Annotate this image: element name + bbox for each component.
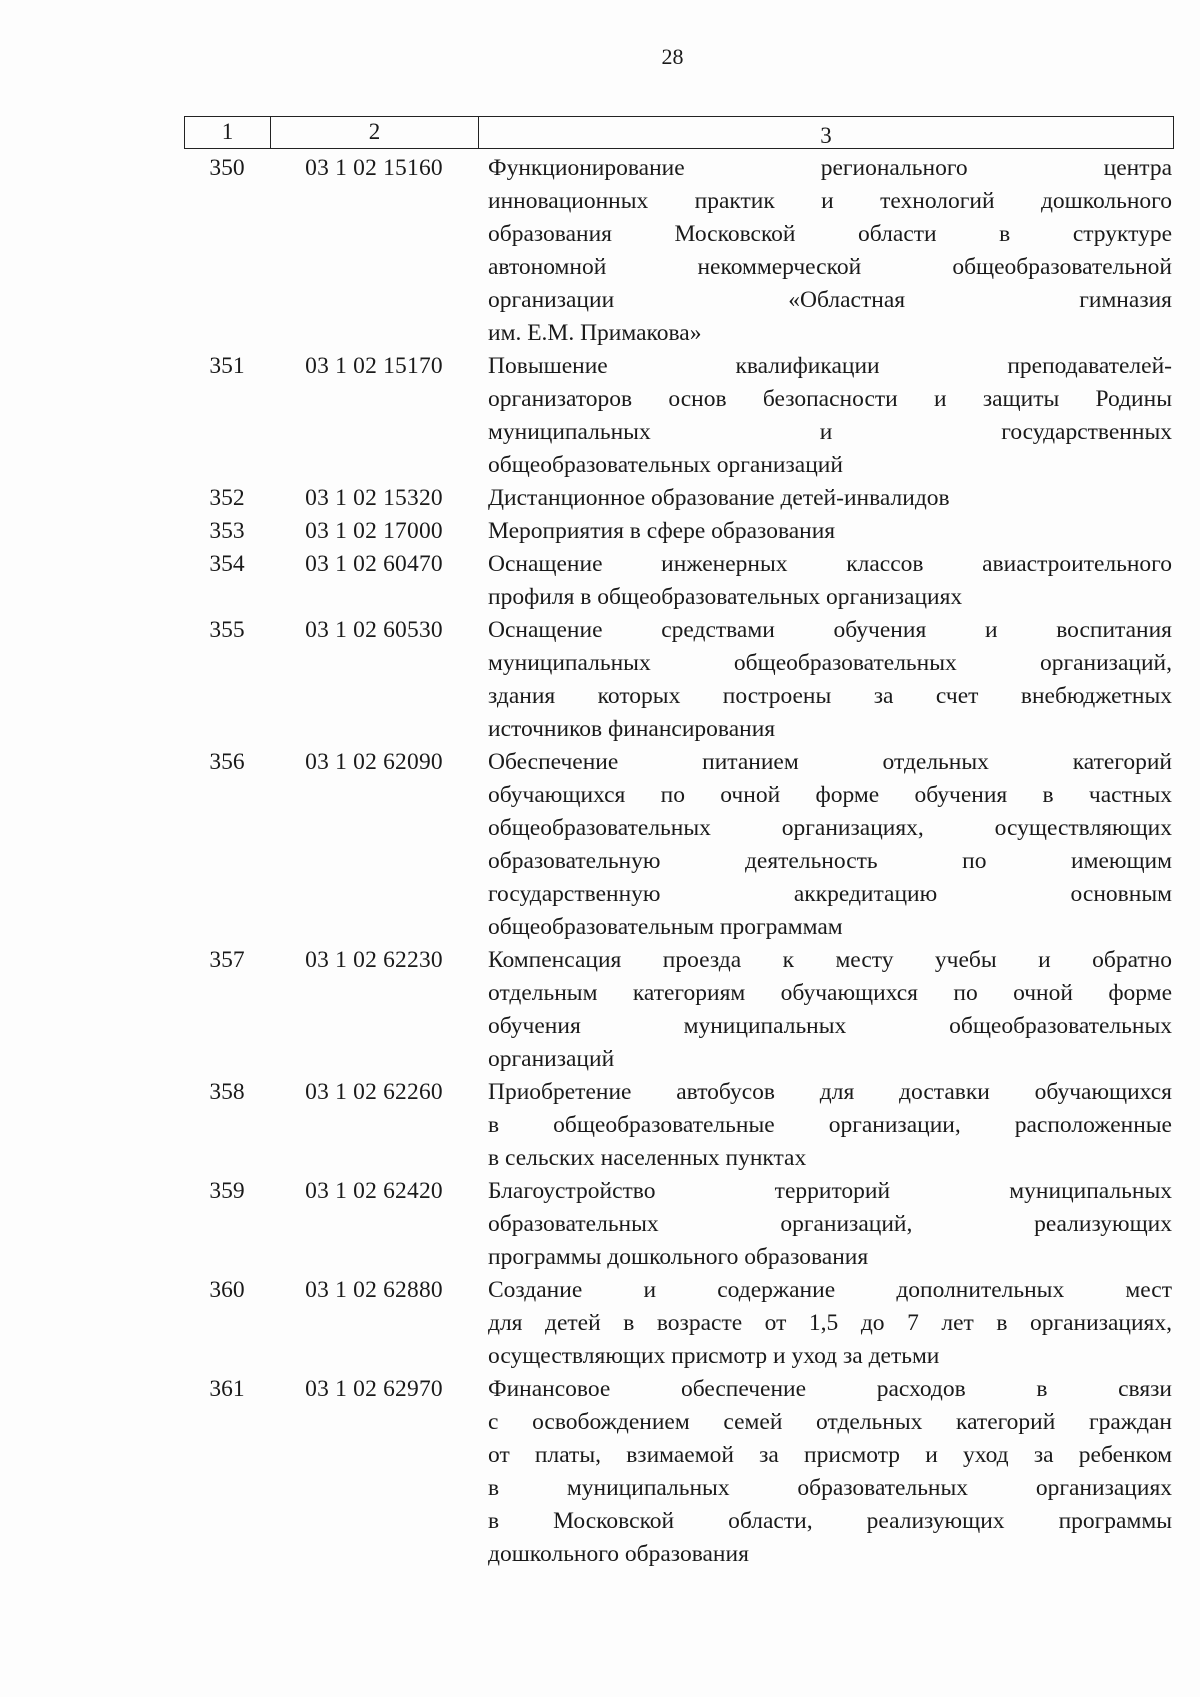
row-number: 354 (209, 551, 245, 577)
description-line: общеобразовательных организаций (488, 452, 843, 478)
row-description (478, 1175, 1172, 1274)
page-number: 28 (661, 44, 684, 69)
description-line: в Московской области, реализующих программы (488, 1508, 1172, 1534)
table-row (184, 152, 1174, 350)
description-line: Повышение квалификации преподавателей- (488, 353, 1172, 379)
description-line: программы дошкольного образования (488, 1244, 869, 1270)
table-row (184, 1175, 1174, 1274)
table-row (184, 548, 1174, 614)
row-number: 350 (209, 155, 245, 181)
description-line: автономной некоммерческой общеобразовательной (488, 254, 1172, 280)
description-line: Функционирование регионального центра (488, 155, 1172, 181)
table-row (184, 515, 1174, 548)
table-row (184, 482, 1174, 515)
row-description (478, 614, 1172, 746)
description-line: источников финансирования (488, 716, 776, 742)
description-line: дошкольного образования (488, 1541, 749, 1567)
header-col-2: 2 (271, 117, 479, 148)
description-line: муниципальных общеобразовательных организаций, (488, 650, 1172, 676)
table-row (184, 350, 1174, 482)
row-description (478, 944, 1172, 1076)
description-line: образовательную деятельность по имеющим (488, 848, 1172, 874)
description-line: Оснащение средствами обучения и воспитания (488, 617, 1172, 643)
row-description (478, 548, 1172, 614)
description-line: в сельских населенных пунктах (488, 1145, 807, 1171)
description-line: обучающихся по очной форме обучения в частных (488, 782, 1172, 808)
description-line: Благоустройство территорий муниципальных (488, 1178, 1172, 1204)
row-number: 352 (209, 485, 245, 511)
description-line: Оснащение инженерных классов авиастроительного (488, 551, 1172, 577)
table-row (184, 614, 1174, 746)
row-code: 03 1 02 60530 (305, 617, 443, 643)
table-row (184, 746, 1174, 944)
row-description (478, 1274, 1172, 1373)
description-line: с освобождением семей отдельных категорий граждан (488, 1409, 1172, 1435)
description-line: профиля в общеобразовательных организациях (488, 584, 963, 610)
table-header (184, 116, 1174, 149)
header-col-3: 3 (820, 123, 832, 148)
table-row (184, 944, 1174, 1076)
description-line: Финансовое обеспечение расходов в связи (488, 1376, 1172, 1402)
row-code: 03 1 02 15170 (305, 353, 443, 379)
row-description (478, 152, 1172, 350)
description-line: организаций (488, 1046, 615, 1072)
row-code: 03 1 02 17000 (305, 518, 443, 544)
description-line: для детей в возрасте от 1,5 до 7 лет в организациях, (488, 1310, 1172, 1336)
row-code: 03 1 02 62420 (305, 1178, 443, 1204)
description-line: организации «Областная гимназия (488, 287, 1172, 313)
description-line: здания которых построены за счет внебюджетных (488, 683, 1172, 709)
description-line: общеобразовательным программам (488, 914, 843, 940)
row-number: 357 (209, 947, 245, 973)
description-line: общеобразовательных организациях, осуществляющих (488, 815, 1172, 841)
table-row (184, 1373, 1174, 1571)
table-body (184, 152, 1174, 1571)
description-line: им. Е.М. Примакова» (488, 320, 702, 346)
description-line: в общеобразовательные организации, расположенные (488, 1112, 1172, 1138)
row-number: 355 (209, 617, 245, 643)
row-code: 03 1 02 60470 (305, 551, 443, 577)
description-line: Приобретение автобусов для доставки обучающихся (488, 1079, 1172, 1105)
description-line: осуществляющих присмотр и уход за детьми (488, 1343, 940, 1369)
description-line: Компенсация проезда к месту учебы и обратно (488, 947, 1172, 973)
table-row (184, 1274, 1174, 1373)
description-line: Дистанционное образование детей-инвалидов (488, 485, 950, 511)
description-line: Обеспечение питанием отдельных категорий (488, 749, 1172, 775)
description-line: Мероприятия в сфере образования (488, 518, 836, 544)
description-line: от платы, взимаемой за присмотр и уход за ребенком (488, 1442, 1172, 1468)
description-line: в муниципальных образовательных организациях (488, 1475, 1172, 1501)
row-number: 353 (209, 518, 245, 544)
row-code: 03 1 02 62230 (305, 947, 443, 973)
row-code: 03 1 02 62970 (305, 1376, 443, 1402)
description-line: муниципальных и государственных (488, 419, 1172, 445)
description-line: образования Московской области в структуре (488, 221, 1172, 247)
row-number: 356 (209, 749, 245, 775)
row-description (478, 482, 1172, 515)
row-code: 03 1 02 62090 (305, 749, 443, 775)
description-line: государственную аккредитацию основным (488, 881, 1172, 907)
description-line: обучения муниципальных общеобразовательных (488, 1013, 1172, 1039)
row-number: 351 (209, 353, 245, 379)
header-col-1: 1 (185, 117, 271, 148)
row-number: 359 (209, 1178, 245, 1204)
row-description (478, 1373, 1172, 1571)
description-line: инновационных практик и технологий дошкольного (488, 188, 1172, 214)
row-description (478, 746, 1172, 944)
row-code: 03 1 02 62260 (305, 1079, 443, 1105)
description-line: Создание и содержание дополнительных мест (488, 1277, 1172, 1303)
row-code: 03 1 02 15160 (305, 155, 443, 181)
description-line: организаторов основ безопасности и защиты Родины (488, 386, 1172, 412)
row-number: 358 (209, 1079, 245, 1105)
table-row (184, 1076, 1174, 1175)
description-line: образовательных организаций, реализующих (488, 1211, 1172, 1237)
row-description (478, 1076, 1172, 1175)
row-number: 361 (209, 1376, 245, 1402)
row-number: 360 (209, 1277, 245, 1303)
row-code: 03 1 02 15320 (305, 485, 443, 511)
row-code: 03 1 02 62880 (305, 1277, 443, 1303)
description-line: отдельным категориям обучающихся по очной форме (488, 980, 1172, 1006)
row-description (478, 350, 1172, 482)
row-description (478, 515, 1172, 548)
